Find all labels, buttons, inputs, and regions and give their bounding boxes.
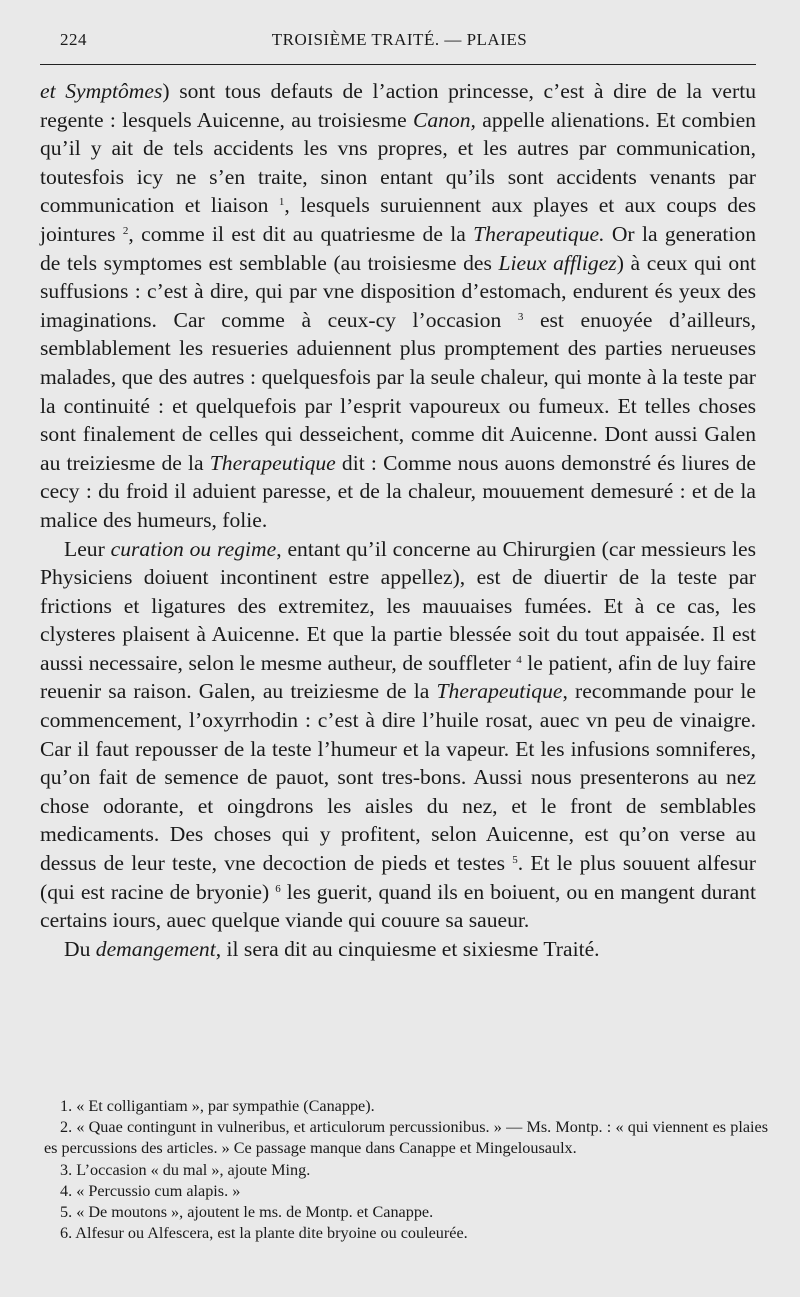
text-run: est enuoyée d’ailleurs, semblablement les resueries aduiennent plus promptement des parties nerueuses malades, que des autres : quelquesfois par la seule chaleur, qui monte à la teste par la continuité : et quelquefois par l’esprit vapoureux ou fumeux. Et telles choses sont finalement de celles qui desseichent, comme dit Auicenne. Dont aussi Galen au treiziesme de la	[40, 307, 756, 475]
text-run: Or la generation de tels symptomes est semblable (au troisiesme des	[40, 221, 756, 275]
text-run: , entant qu’il concerne au Chirurgien (car messieurs les Physiciens doiuent incontinent estre appellez), est de diuertir de la teste par frictions et ligatures des extremitez, les mauuaises fumées. Et à ce cas, les clysteres plaisent à Auicenne. Et que la partie blessée soit du tout appaisée. Il est aussi necessaire, selon le mesme autheur, de souffleter	[40, 536, 757, 675]
page-number: 224	[60, 30, 87, 49]
text-run: Du	[64, 936, 96, 961]
footnote-ref: 6	[275, 882, 281, 895]
italic-term: et Symptômes	[40, 79, 163, 103]
text-run: dit : Comme nous auons demonstré és liures de cecy : du froid il aduient paresse, et de la chaleur, mouuement demesuré : et de la malice des humeurs, folie.	[40, 450, 756, 532]
footnote-3: 3. L’occasion « du mal », ajoute Ming.	[60, 1160, 311, 1179]
footnote-4: 4. « Percussio cum alapis. »	[60, 1181, 241, 1200]
text-run: ) à ceux qui ont suffusions : c’est à dire, qui par vne disposition d’estomach, endurent és yeux des imaginations. Car comme à ceux-cy l’occasion	[40, 250, 757, 332]
italic-term: Therapeutique.	[473, 221, 605, 246]
footnote-6: 6. Alfesur ou Alfescera, est la plante dite bryoine ou couleurée.	[60, 1224, 468, 1243]
paragraph-3	[40, 935, 756, 964]
text-run: les guerit, quand ils en boiuent, ou en mangent durant certains iours, auec quelque viande qui couure sa saueur.	[40, 879, 756, 933]
text-run: , comme il est dit au quatriesme de la	[128, 221, 474, 246]
text-run: , recommande pour le commencement, l’oxyrrhodin : c’est à dire l’huile rosat, auec vn peu de vinaigre. Car il faut repousser de la teste l’humeur et la vapeur. Et les infusions somniferes, qu’on fait de semence de pauot, sont tres-bons. Aussi nous presenterons au nez chose odorante, et oingdrons les aisles du nez, et le front de semblables medicaments. Des choses qui y profitent, selon Auicenne, est qu’on verse au dessus de leur teste, vne decoction de pieds et testes	[40, 679, 756, 876]
paragraph-1	[40, 77, 756, 535]
italic-term: Canon,	[412, 107, 476, 132]
italic-term: demangement	[95, 936, 216, 961]
text-run: . Et le plus souuent alfesur (qui est racine de bryonie)	[40, 851, 756, 904]
footnote-ref: 4	[516, 653, 522, 666]
paragraph-2	[40, 535, 756, 935]
italic-term: Lieux affligez	[498, 250, 617, 275]
text-run: Leur	[64, 536, 111, 561]
footnotes	[44, 1096, 768, 1244]
footnote-1: 1. « Et colligantiam », par sympathie (Canappe).	[60, 1097, 375, 1115]
footnote-ref: 2	[122, 224, 129, 237]
running-header	[40, 30, 756, 50]
italic-term: Therapeutique	[209, 450, 336, 475]
italic-term: curation ou regime	[110, 536, 277, 561]
text-run: ) sont tous defauts de l’action princesse, c’est à dire de la vertu regente : lesquels Auicenne, au troisiesme	[40, 79, 756, 132]
running-title: TROISIÈME TRAITÉ. — PLAIES	[271, 30, 528, 49]
text-run: , il sera dit au cinquiesme et sixiesme Traité.	[215, 936, 600, 961]
header-rule	[40, 64, 756, 65]
footnote-ref: 5	[512, 854, 518, 867]
text-run: le patient, afin de luy faire reuenir sa raison. Galen, au treiziesme de la	[40, 650, 756, 704]
italic-term: Therapeutique	[436, 679, 563, 704]
main-text	[40, 77, 756, 963]
text-run: appelle alienations. Et combien qu’il y ait de tels accidents les vns propres, et les autres par communication, toutesfois icy ne s’en traite, sinon entant qu’ils sont accidents venants par communication et liaison	[40, 107, 756, 218]
text-run: , lesquels suruiennent aux playes et aux coups des jointures	[40, 193, 757, 246]
footnote-5: 5. « De moutons », ajoutent le ms. de Montp. et Canappe.	[60, 1203, 434, 1222]
footnote-2: 2. « Quae contingunt in vulneribus, et articulorum percussionibus. » — Ms. Montp. : « qui viennent es plaies es percussions des articles. » Ce passage manque dans Canappe et Mingelousaulx.	[44, 1118, 768, 1158]
footnote-ref: 3	[517, 310, 524, 323]
footnote-ref: 1	[278, 196, 285, 209]
